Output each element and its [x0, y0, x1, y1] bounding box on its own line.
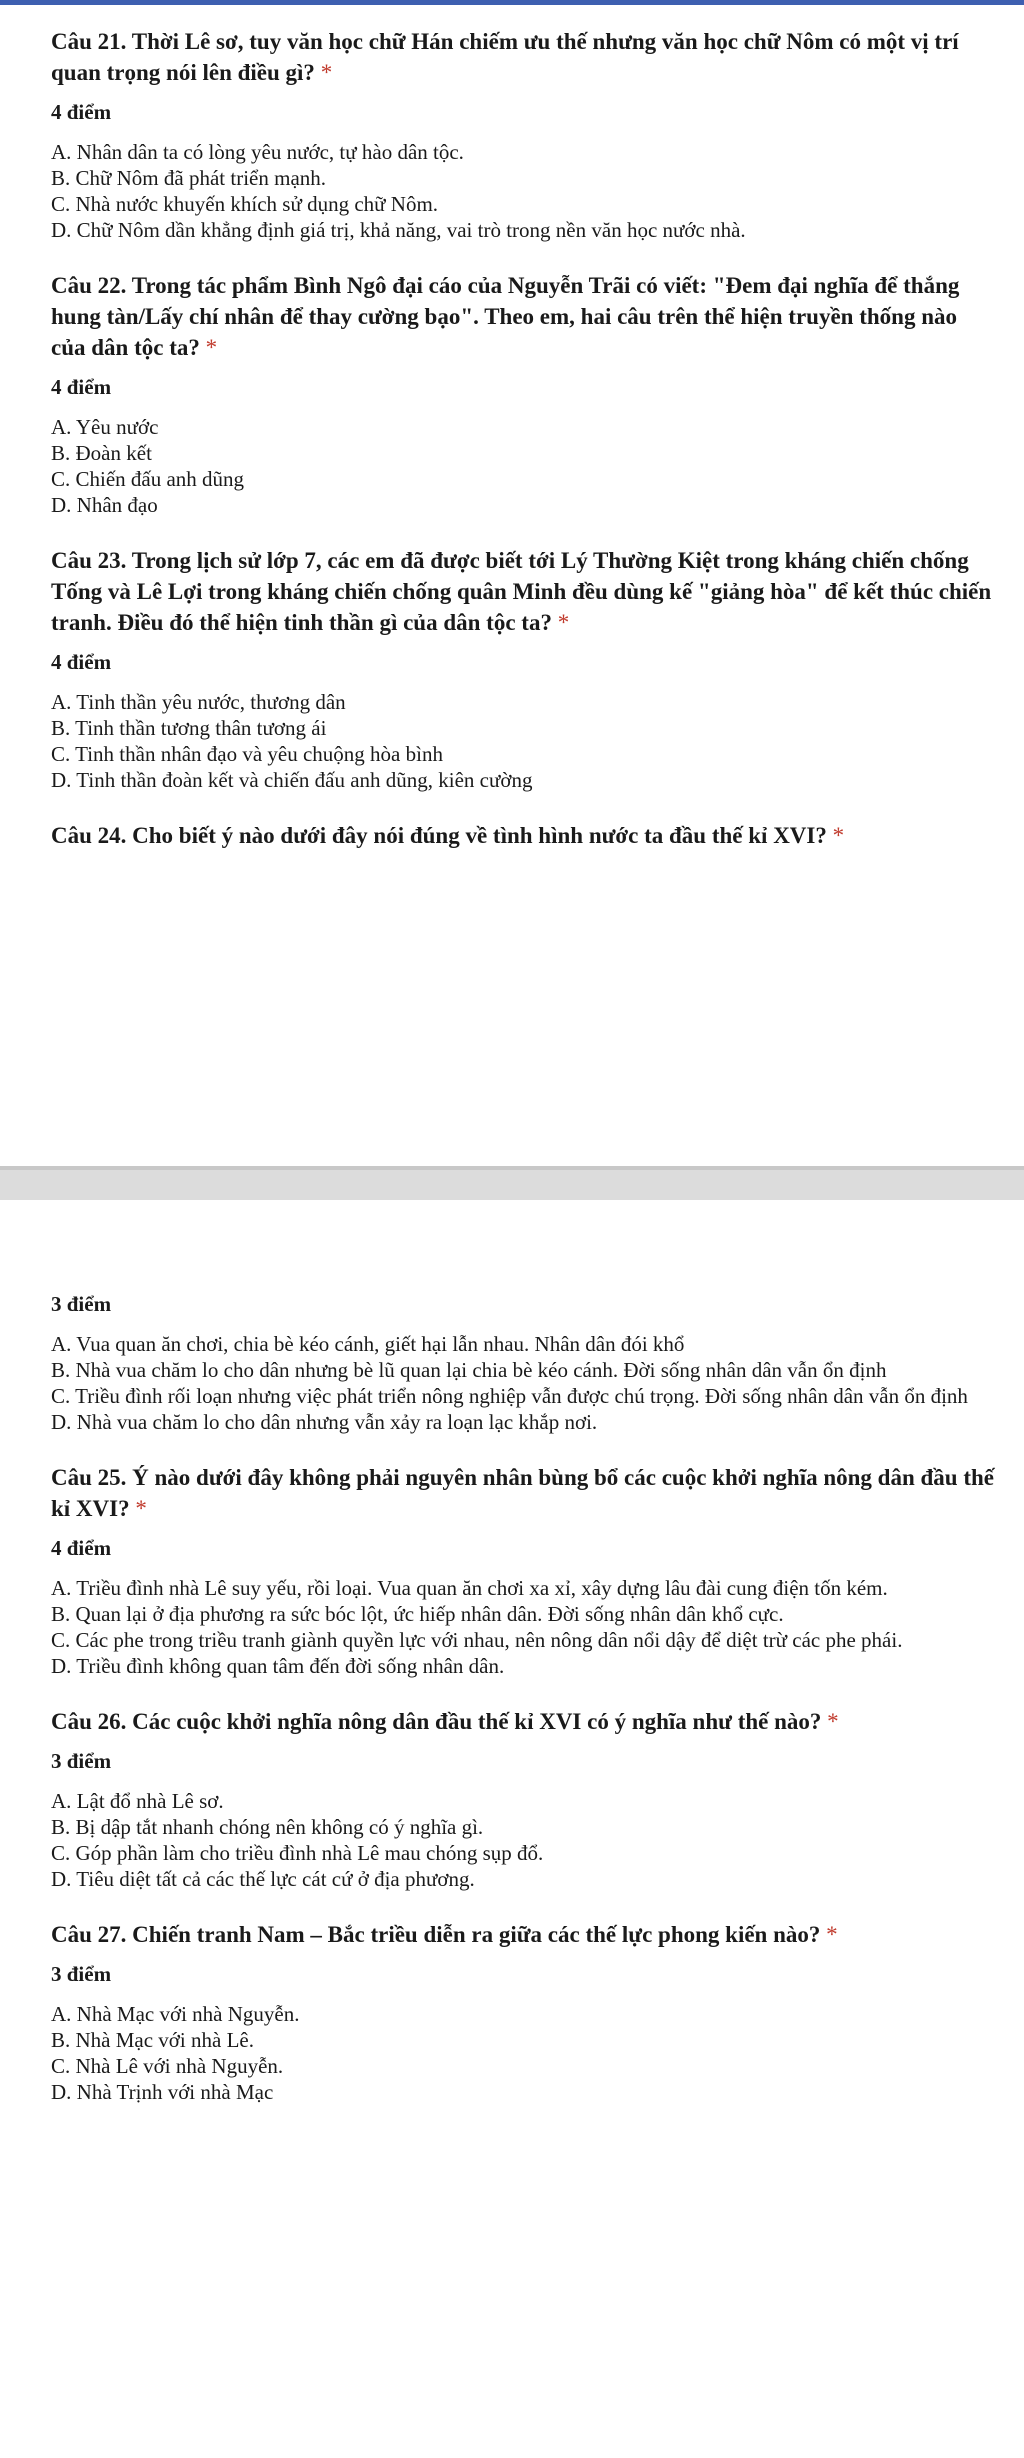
question-27	[0, 1919, 1024, 2104]
question-25	[0, 1462, 1024, 1678]
question-number: Câu 24.	[51, 823, 127, 848]
answer-options	[51, 2002, 994, 2104]
required-marker: *	[135, 1496, 147, 1521]
question-text: Ý nào dưới đây không phải nguyên nhân bùng bổ các cuộc khởi nghĩa nông dân đầu thế kỉ XVI?	[51, 1465, 995, 1521]
answer-option-a[interactable]: A. Triều đình nhà Lê suy yếu, rồi loại. Vua quan ăn chơi xa xỉ, xây dựng lâu đài cung điện tốn kém.	[51, 1576, 888, 1600]
question-24-header	[0, 820, 1024, 851]
answer-option-d[interactable]: D. Tiêu diệt tất cả các thế lực cát cứ ở địa phương.	[51, 1867, 475, 1891]
answer-option-b[interactable]: B. Bị dập tắt nhanh chóng nên không có ý nghĩa gì.	[51, 1815, 484, 1839]
question-points: 4 điểm	[51, 100, 112, 124]
question-title	[51, 26, 994, 88]
answer-option-b[interactable]: B. Nhà Mạc với nhà Lê.	[51, 2028, 254, 2052]
question-text: Trong lịch sử lớp 7, các em đã được biết tới Lý Thường Kiệt trong kháng chiến chống Tống và Lê Lợi trong kháng chiến chống quân Minh đều dùng kế "giảng hòa" để kết thúc chiến tranh. Điều đó thể hiện tinh thần gì của dân tộc ta?	[51, 548, 992, 635]
answer-option-c[interactable]: C. Nhà nước khuyến khích sử dụng chữ Nôm.	[51, 192, 439, 216]
answer-option-a[interactable]: A. Vua quan ăn chơi, chia bè kéo cánh, giết hại lẫn nhau. Nhân dân đói khổ	[51, 1332, 685, 1356]
question-24-body	[0, 1290, 1024, 1434]
question-points: 4 điểm	[51, 650, 112, 674]
question-points: 3 điểm	[51, 1292, 112, 1316]
answer-option-b[interactable]: B. Chữ Nôm đã phát triển mạnh.	[51, 166, 327, 190]
answer-option-b[interactable]: B. Quan lại ở địa phương ra sức bóc lột, ức hiếp nhân dân. Đời sống nhân dân khổ cực.	[51, 1602, 784, 1626]
question-21	[0, 26, 1024, 242]
question-23	[0, 545, 1024, 792]
question-number: Câu 21.	[51, 29, 127, 54]
question-title	[51, 820, 994, 851]
required-marker: *	[205, 335, 218, 360]
answer-option-a[interactable]: A. Tinh thần yêu nước, thương dân	[51, 690, 346, 714]
question-title	[51, 1919, 994, 1950]
answer-options	[51, 1576, 994, 1678]
answer-option-b[interactable]: B. Tinh thần tương thân tương ái	[51, 716, 327, 740]
answer-option-c[interactable]: C. Các phe trong triều tranh giành quyền lực với nhau, nên nông dân nổi dậy để diệt trừ các phe phái.	[51, 1628, 903, 1652]
question-title	[51, 1462, 994, 1524]
question-points: 3 điểm	[51, 1749, 112, 1773]
required-marker: *	[557, 610, 570, 635]
required-marker: *	[320, 60, 333, 85]
form-section-bottom	[0, 1290, 1024, 2106]
answer-option-d[interactable]: D. Tinh thần đoàn kết và chiến đấu anh dũng, kiên cường	[51, 768, 533, 792]
question-26	[0, 1706, 1024, 1891]
answer-option-d[interactable]: D. Triều đình không quan tâm đến đời sống nhân dân.	[51, 1654, 505, 1678]
answer-option-a[interactable]: A. Nhà Mạc với nhà Nguyễn.	[51, 2002, 300, 2026]
answer-option-d[interactable]: D. Chữ Nôm dần khẳng định giá trị, khả năng, vai trò trong nền văn học nước nhà.	[51, 218, 746, 242]
answer-option-c[interactable]: C. Tinh thần nhân đạo và yêu chuộng hòa bình	[51, 742, 443, 766]
question-points: 4 điểm	[51, 1536, 112, 1560]
required-marker: *	[832, 823, 845, 848]
form-section-top	[0, 8, 1024, 851]
question-number: Câu 25.	[51, 1465, 127, 1490]
question-text: Thời Lê sơ, tuy văn học chữ Hán chiếm ưu thế nhưng văn học chữ Nôm có một vị trí quan trọng nói lên điều gì?	[51, 29, 959, 85]
answer-option-c[interactable]: C. Góp phần làm cho triều đình nhà Lê mau chóng sụp đổ.	[51, 1841, 544, 1865]
question-22	[0, 270, 1024, 517]
answer-option-c[interactable]: C. Nhà Lê với nhà Nguyễn.	[51, 2054, 284, 2078]
answer-option-b[interactable]: B. Nhà vua chăm lo cho dân nhưng bè lũ quan lại chia bè kéo cánh. Đời sống nhân dân vẫn ổn định	[51, 1358, 887, 1382]
required-marker: *	[826, 1922, 838, 1947]
answer-option-a[interactable]: A. Nhân dân ta có lòng yêu nước, tự hào dân tộc.	[51, 140, 464, 164]
question-title	[51, 545, 994, 638]
answer-option-a[interactable]: A. Lật đổ nhà Lê sơ.	[51, 1789, 224, 1813]
answer-option-d[interactable]: D. Nhân đạo	[51, 493, 158, 517]
answer-option-a[interactable]: A. Yêu nước	[51, 415, 159, 439]
answer-options	[51, 415, 994, 517]
required-marker: *	[827, 1709, 839, 1734]
answer-option-b[interactable]: B. Đoàn kết	[51, 441, 152, 465]
top-accent-bar	[0, 0, 1024, 5]
question-points: 3 điểm	[51, 1962, 112, 1986]
question-points: 4 điểm	[51, 375, 112, 399]
answer-options	[51, 140, 994, 242]
question-text: Trong tác phẩm Bình Ngô đại cáo của Nguyễn Trãi có viết: "Đem đại nghĩa để thắng hung tàn/Lấy chí nhân để thay cường bạo". Theo em, hai câu trên thể hiện truyền thống nào của dân tộc ta?	[51, 273, 960, 360]
question-title	[51, 270, 994, 363]
question-text: Cho biết ý nào dưới đây nói đúng về tình hình nước ta đầu thế kỉ XVI?	[132, 823, 827, 848]
answer-option-c[interactable]: C. Chiến đấu anh dũng	[51, 467, 245, 491]
answer-options	[51, 690, 994, 792]
question-text: Các cuộc khởi nghĩa nông dân đầu thế kỉ XVI có ý nghĩa như thế nào?	[132, 1709, 822, 1734]
question-number: Câu 26.	[51, 1709, 127, 1734]
question-title	[51, 1706, 994, 1737]
answer-option-d[interactable]: D. Nhà vua chăm lo cho dân nhưng vẫn xảy ra loạn lạc khắp nơi.	[51, 1410, 598, 1434]
answer-option-d[interactable]: D. Nhà Trịnh với nhà Mạc	[51, 2080, 274, 2104]
question-number: Câu 27.	[51, 1922, 127, 1947]
question-text: Chiến tranh Nam – Bắc triều diễn ra giữa các thế lực phong kiến nào?	[132, 1922, 821, 1947]
answer-options	[51, 1789, 994, 1891]
answer-options	[51, 1332, 994, 1434]
screenshot-seam	[0, 1170, 1024, 1200]
question-number: Câu 22.	[51, 273, 127, 298]
answer-option-c[interactable]: C. Triều đình rối loạn nhưng việc phát triển nông nghiệp vẫn được chú trọng. Đời sống nhân dân vẫn ổn định	[51, 1384, 968, 1408]
question-number: Câu 23.	[51, 548, 127, 573]
